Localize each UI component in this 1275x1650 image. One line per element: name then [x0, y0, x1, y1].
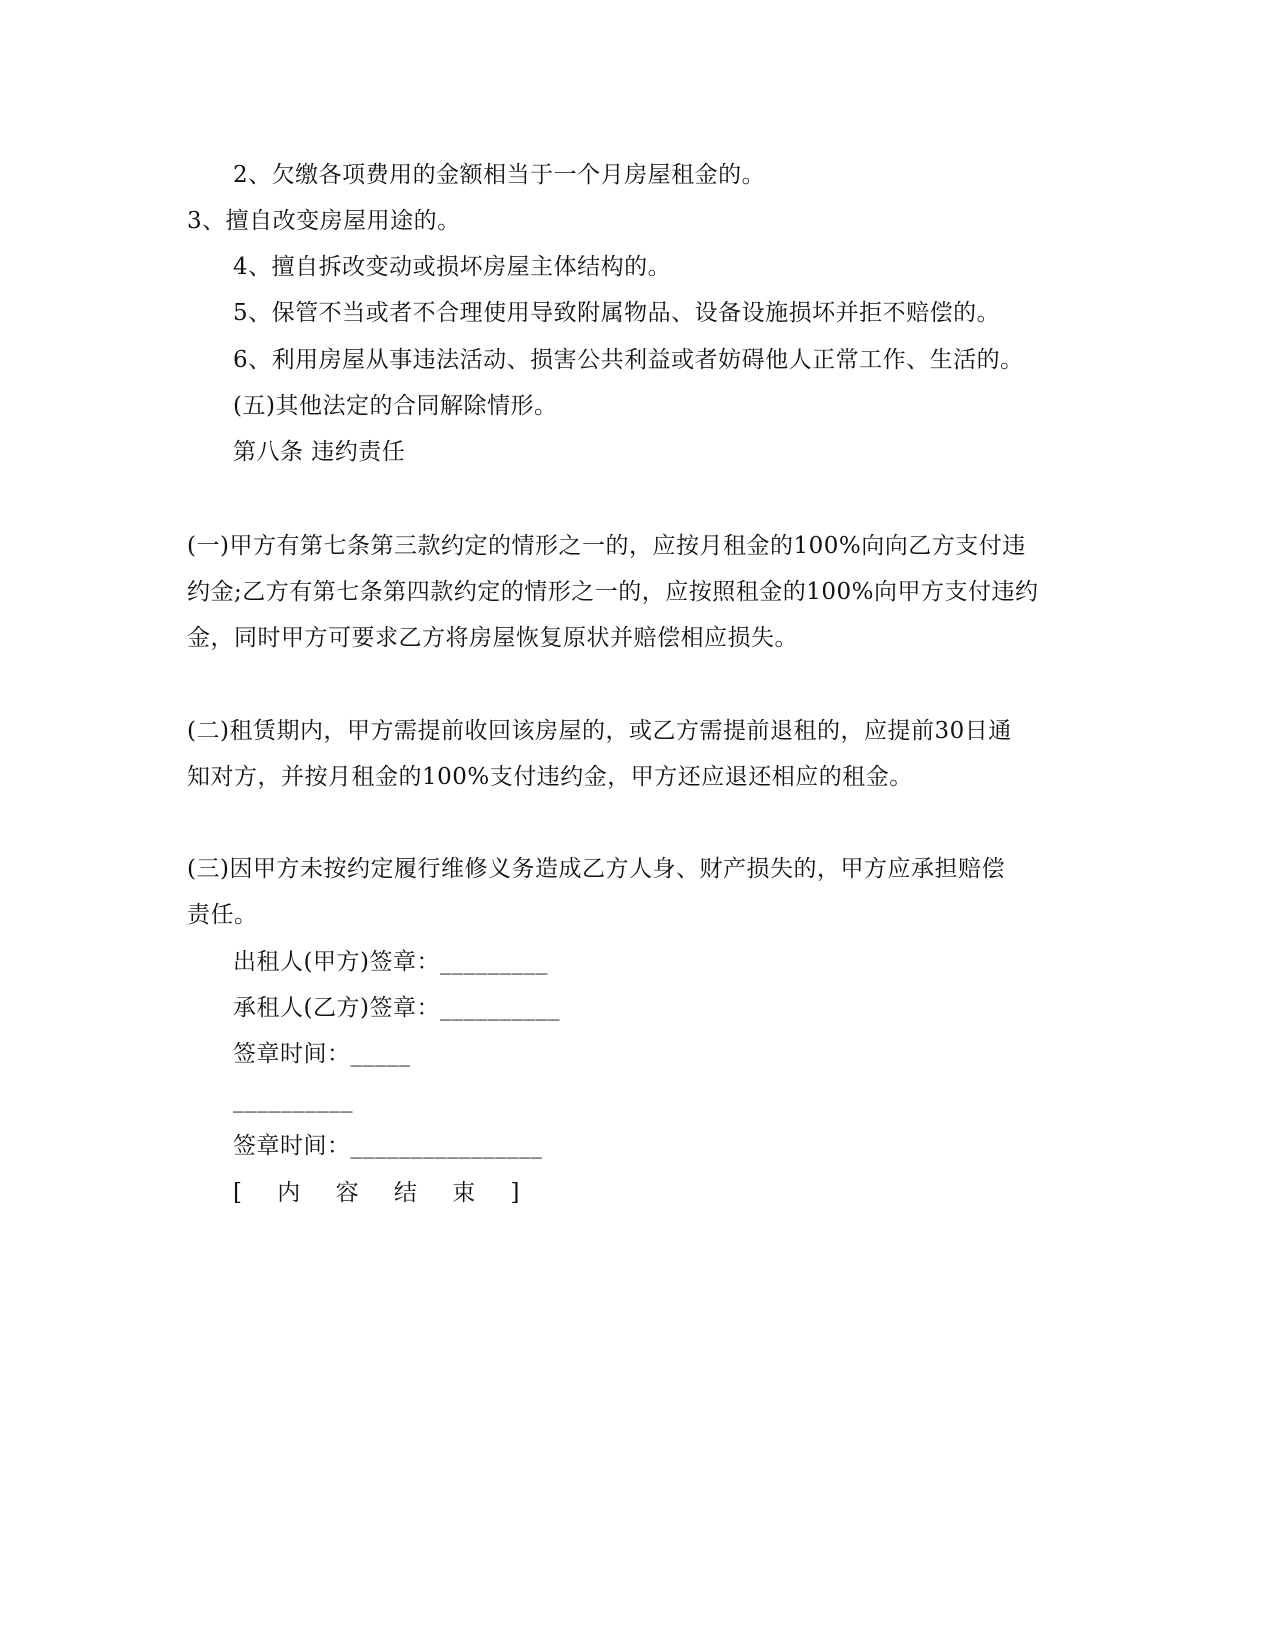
- clause-2-line-1: (二)租赁期内，甲方需提前收回该房屋的，或乙方需提前退租的，应提前30日通: [187, 718, 1012, 744]
- item-4: 4、擅自拆改变动或损坏房屋主体结构的。: [233, 254, 672, 280]
- end-mark: [ 内 容 结 束 ]: [233, 1180, 534, 1206]
- clause-3-line-1: (三)因甲方未按约定履行维修义务造成乙方人身、财产损失的，甲方应承担赔偿: [187, 856, 1005, 882]
- signature-time-1: 签章时间：_____: [233, 1041, 411, 1067]
- item-5: 5、保管不当或者不合理使用导致附属物品、设备设施损坏并拒不赔偿的。: [233, 300, 1001, 326]
- item-6: 6、利用房屋从事违法活动、损害公共利益或者妨碍他人正常工作、生活的。: [233, 347, 1024, 373]
- item-2: 2、欠缴各项费用的金额相当于一个月房屋租金的。: [233, 162, 766, 188]
- lessor-signature: 出租人(甲方)签章：_________: [233, 949, 548, 975]
- clause-2-line-2: 知对方，并按月租金的100%支付违约金，甲方还应退还相应的租金。: [187, 764, 913, 790]
- clause-1-line-3: 金，同时甲方可要求乙方将房屋恢复原状并赔偿相应损失。: [187, 625, 798, 651]
- item-five: (五)其他法定的合同解除情形。: [233, 393, 558, 419]
- clause-1-line-1: (一)甲方有第七条第三款约定的情形之一的，应按月租金的100%向向乙方支付违: [187, 533, 1026, 559]
- item-3: 3、擅自改变房屋用途的。: [187, 208, 461, 234]
- signature-time-1-continued: __________: [233, 1087, 353, 1113]
- article-8-heading: 第八条 违约责任: [233, 439, 406, 465]
- lessee-signature: 承租人(乙方)签章：__________: [233, 995, 560, 1021]
- clause-3-line-2: 责任。: [187, 902, 258, 928]
- clause-1-line-2: 约金;乙方有第七条第四款约定的情形之一的，应按照租金的100%向甲方支付违约: [187, 579, 1039, 605]
- signature-time-2: 签章时间：________________: [233, 1133, 543, 1159]
